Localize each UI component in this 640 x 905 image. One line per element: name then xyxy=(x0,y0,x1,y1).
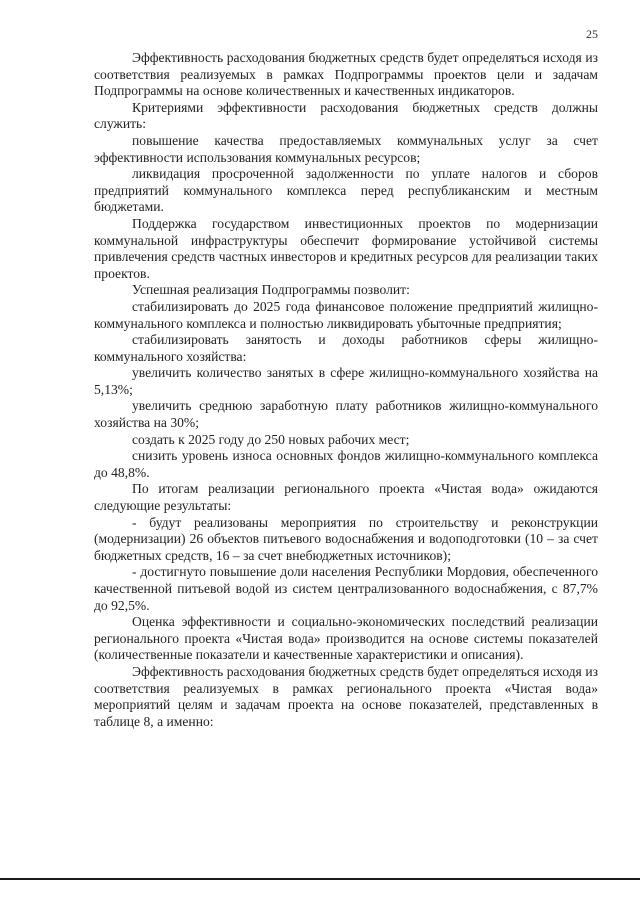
paragraph: Критериями эффективности расходования бюджетных средств должны служить: xyxy=(94,99,598,132)
paragraph: стабилизировать до 2025 года финансовое положение предприятий жилищно-коммунального комплекса и полностью ликвидировать убыточные предприятия; xyxy=(94,298,598,331)
paragraph: Поддержка государством инвестиционных проектов по модернизации коммунальной инфраструктуры обеспечит формирование устойчивой системы привлечения средств частных инвесторов и кредитных ресурсов для реализации таких проектов. xyxy=(94,215,598,281)
bottom-border-line xyxy=(0,878,640,880)
paragraph: Оценка эффективности и социально-экономических последствий реализации регионального проекта «Чистая вода» производится на основе системы показателей (количественные показатели и качественные характеристики и описания). xyxy=(94,614,598,663)
document-body xyxy=(94,50,598,730)
paragraph: Эффективность расходования бюджетных средств будет определяться исходя из соответствия реализуемых в рамках Подпрограммы проектов цели и задачам Подпрограммы на основе количественных и качественных индикаторов. xyxy=(94,50,598,99)
paragraph: стабилизировать занятость и доходы работников сферы жилищно-коммунального хозяйства: xyxy=(94,332,598,364)
paragraph: - будут реализованы мероприятия по строительству и реконструкции (модернизации) 26 объектов питьевого водоснабжения и водоподготовки (10 – за счет бюджетных средств, 16 – за счет внебюджетных источников); xyxy=(94,514,598,563)
paragraph: - достигнуто повышение доли населения Республики Мордовия, обеспеченного качественной питьевой водой из систем централизованного водоснабжения, с 87,7% до 92,5%. xyxy=(94,564,598,613)
paragraph: Эффективность расходования бюджетных средств будет определяться исходя из соответствия реализуемых в рамках регионального проекта «Чистая вода» мероприятий целям и задачам проекта на основе показателей, представленных в таблице 8, а именно: xyxy=(94,663,598,729)
paragraph: увеличить количество занятых в сфере жилищно-коммунального хозяйства на 5,13%; xyxy=(94,365,598,397)
paragraph: По итогам реализации регионального проекта «Чистая вода» ожидаются следующие результаты: xyxy=(94,481,598,514)
paragraph: создать к 2025 году до 250 новых рабочих мест; xyxy=(132,431,410,447)
paragraph: ликвидация просроченной задолженности по уплате налогов и сборов предприятий коммунального комплекса перед республиканским и местным бюджетами. xyxy=(94,166,598,215)
page-number: 25 xyxy=(586,27,598,41)
paragraph: снизить уровень износа основных фондов жилищно-коммунального комплекса до 48,8%. xyxy=(94,448,598,480)
paragraph: повышение качества предоставляемых коммунальных услуг за счет эффективности использования коммунальных ресурсов; xyxy=(94,132,598,165)
paragraph: Успешная реализация Подпрограммы позволит: xyxy=(132,282,410,298)
paragraph: увеличить среднюю заработную плату работников жилищно-коммунального хозяйства на 30%; xyxy=(94,398,598,431)
